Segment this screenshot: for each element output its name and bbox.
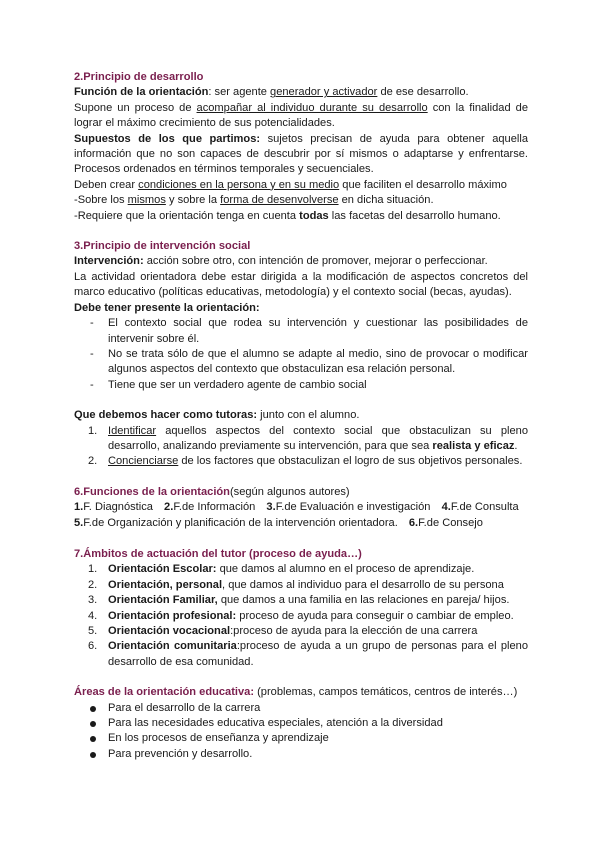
intervencion-paragraph: Intervención: acción sobre otro, con intención de promover, mejorar o perfeccionar. [74,255,488,268]
tutoras-list [74,424,528,470]
funcion-item: 6.F.de Consejo [408,516,483,529]
areas-title: Áreas de la orientación educativa: (problemas, campos temáticos, centros de interés…) [74,686,518,699]
funcion-item: 2.F.de Información [164,501,256,514]
funcion-item: 5.F.de Organización y planificación de la intervención orientadora. [74,516,398,529]
list-item: 2. Concienciarse de los factores que obstaculizan el logro de sus objetivos personales. [88,455,523,468]
list-item: - Tiene que ser un verdadero agente de cambio social [74,378,528,393]
section-2-title: 2.Principio de desarrollo [74,71,204,83]
section-7-title: 7.Ámbitos de actuación del tutor (proceso de ayuda…) [74,547,362,560]
deben-paragraph: Deben crear condiciones en la persona y en su medio que faciliten el desarrollo máximo [74,178,507,191]
list-item: Para las necesidades educativa especiales, atención a la diversidad [74,716,528,731]
funcion-paragraph: Función de la orientación: ser agente generador y activador de ese desarrollo. [74,86,469,99]
list-item: 4. Orientación profesional: proceso de ayuda para conseguir o cambiar de empleo. [88,609,514,622]
supone-paragraph: Supone un proceso de acompañar al individuo durante su desarrollo con la finalidad de lograr el máximo crecimiento de sus potencialidades. [74,101,528,130]
dash-list [74,316,528,393]
funciones-line-2 [74,516,528,531]
list-item: 3. Orientación Familiar, que damos a una familia en las relaciones en pareja/ hijos. [88,594,510,607]
list-item: 5. Orientación vocacional:proceso de ayuda para la elección de una carrera [88,625,478,637]
requiere-paragraph: -Requiere que la orientación tenga en cuenta todas las facetas del desarrollo humano. [74,209,501,222]
list-item: 1. Orientación Escolar: que damos al alumno en el proceso de aprendizaje. [88,563,475,576]
list-item: En los procesos de enseñanza y aprendizaje [74,731,528,746]
funciones-line-1 [74,500,528,515]
section-6-title: 6.Funciones de la orientación(según algunos autores) [74,485,350,498]
debe-tener-label: Debe tener presente la orientación: [74,301,260,314]
sobre-paragraph: -Sobre los mismos y sobre la forma de desenvolverse en dicha situación. [74,194,434,207]
funcion-item: 3.F.de Evaluación e investigación [266,501,431,514]
list-item: 2. Orientación, personal, que damos al individuo para el desarrollo de su persona [88,578,504,591]
list-item: - El contexto social que rodea su intervención y cuestionar las posibilidades de intervenir sobre él. [74,316,528,347]
tutoras-paragraph: Que debemos hacer como tutoras: junto con el alumno. [74,409,360,422]
list-item: 6. Orientación comunitaria:proceso de ayuda a un grupo de personas para el pleno desarrollo de esa comunidad. [88,640,528,668]
funcion-item: 1.F. Diagnóstica [74,501,153,514]
ambitos-list [74,562,528,670]
list-item: 1. Identificar aquellos aspectos del contexto social que obstaculizan su pleno desarrollo, analizando previamente su intervención, para que sea realista y eficaz. [88,424,528,452]
supuestos-paragraph: Supuestos de los que partimos: sujetos precisan de ayuda para obtener aquella información que no son capaces de descubrir por sí mismos o adaptarse y enfrentarse. Procesos ordenados en términos temporales y secuenciales. [74,132,528,176]
list-item: - No se trata sólo de que el alumno se adapte al medio, sino de provocar o modificar algunos aspectos del contexto que obstaculizan esa relación personal. [74,347,528,378]
actividad-paragraph: La actividad orientadora debe estar dirigida a la modificación de aspectos concretos del marco educativo (políticas educativas, metodología) y el contexto social (becas, ayudas). [74,270,528,299]
funcion-item: 4.F.de Consulta [441,501,519,514]
section-3-title: 3.Principio de intervención social [74,240,251,253]
areas-list [74,701,528,763]
list-item: Para el desarrollo de la carrera [74,701,528,716]
list-item: Para prevención y desarrollo. [74,747,528,762]
document-page [74,70,528,762]
